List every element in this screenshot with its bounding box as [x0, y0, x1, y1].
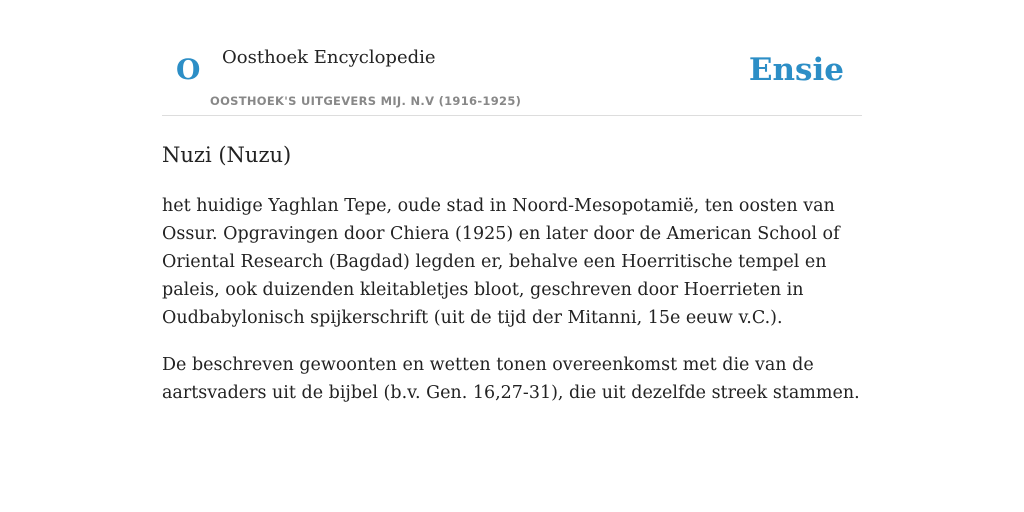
entry-paragraph: De beschreven gewoonten en wetten tonen overeenkomst met die van de aartsvaders uit de bijbel (b.v. Gen. 16,27-31), die uit dezelfde streek stammen.	[162, 355, 860, 403]
entry-body	[162, 192, 862, 407]
letter-logo[interactable]: O	[176, 53, 201, 86]
publisher-subtitle: OOSTHOEK'S UITGEVERS MIJ. N.V (1916-1925)	[210, 94, 522, 108]
page-container	[162, 40, 862, 407]
site-title[interactable]: Oosthoek Encyclopedie	[222, 47, 436, 68]
entry-title: Nuzi (Nuzu)	[162, 143, 292, 167]
entry-paragraph: het huidige Yaghlan Tepe, oude stad in Noord-Mesopotamië, ten oosten van Ossur. Opgravingen door Chiera (1925) en later door de American School of Oriental Research (Bagdad) legden er, behalve een Hoerritische tempel en paleis, ook duizenden kleitabletjes bloot, geschreven door Hoerrieten in Oudbabylonisch spijkerschrift (uit de tijd der Mitanni, 15e eeuw v.C.).	[162, 196, 840, 328]
page-header	[162, 40, 862, 116]
brand-logo-link[interactable]: Ensie	[748, 52, 844, 88]
